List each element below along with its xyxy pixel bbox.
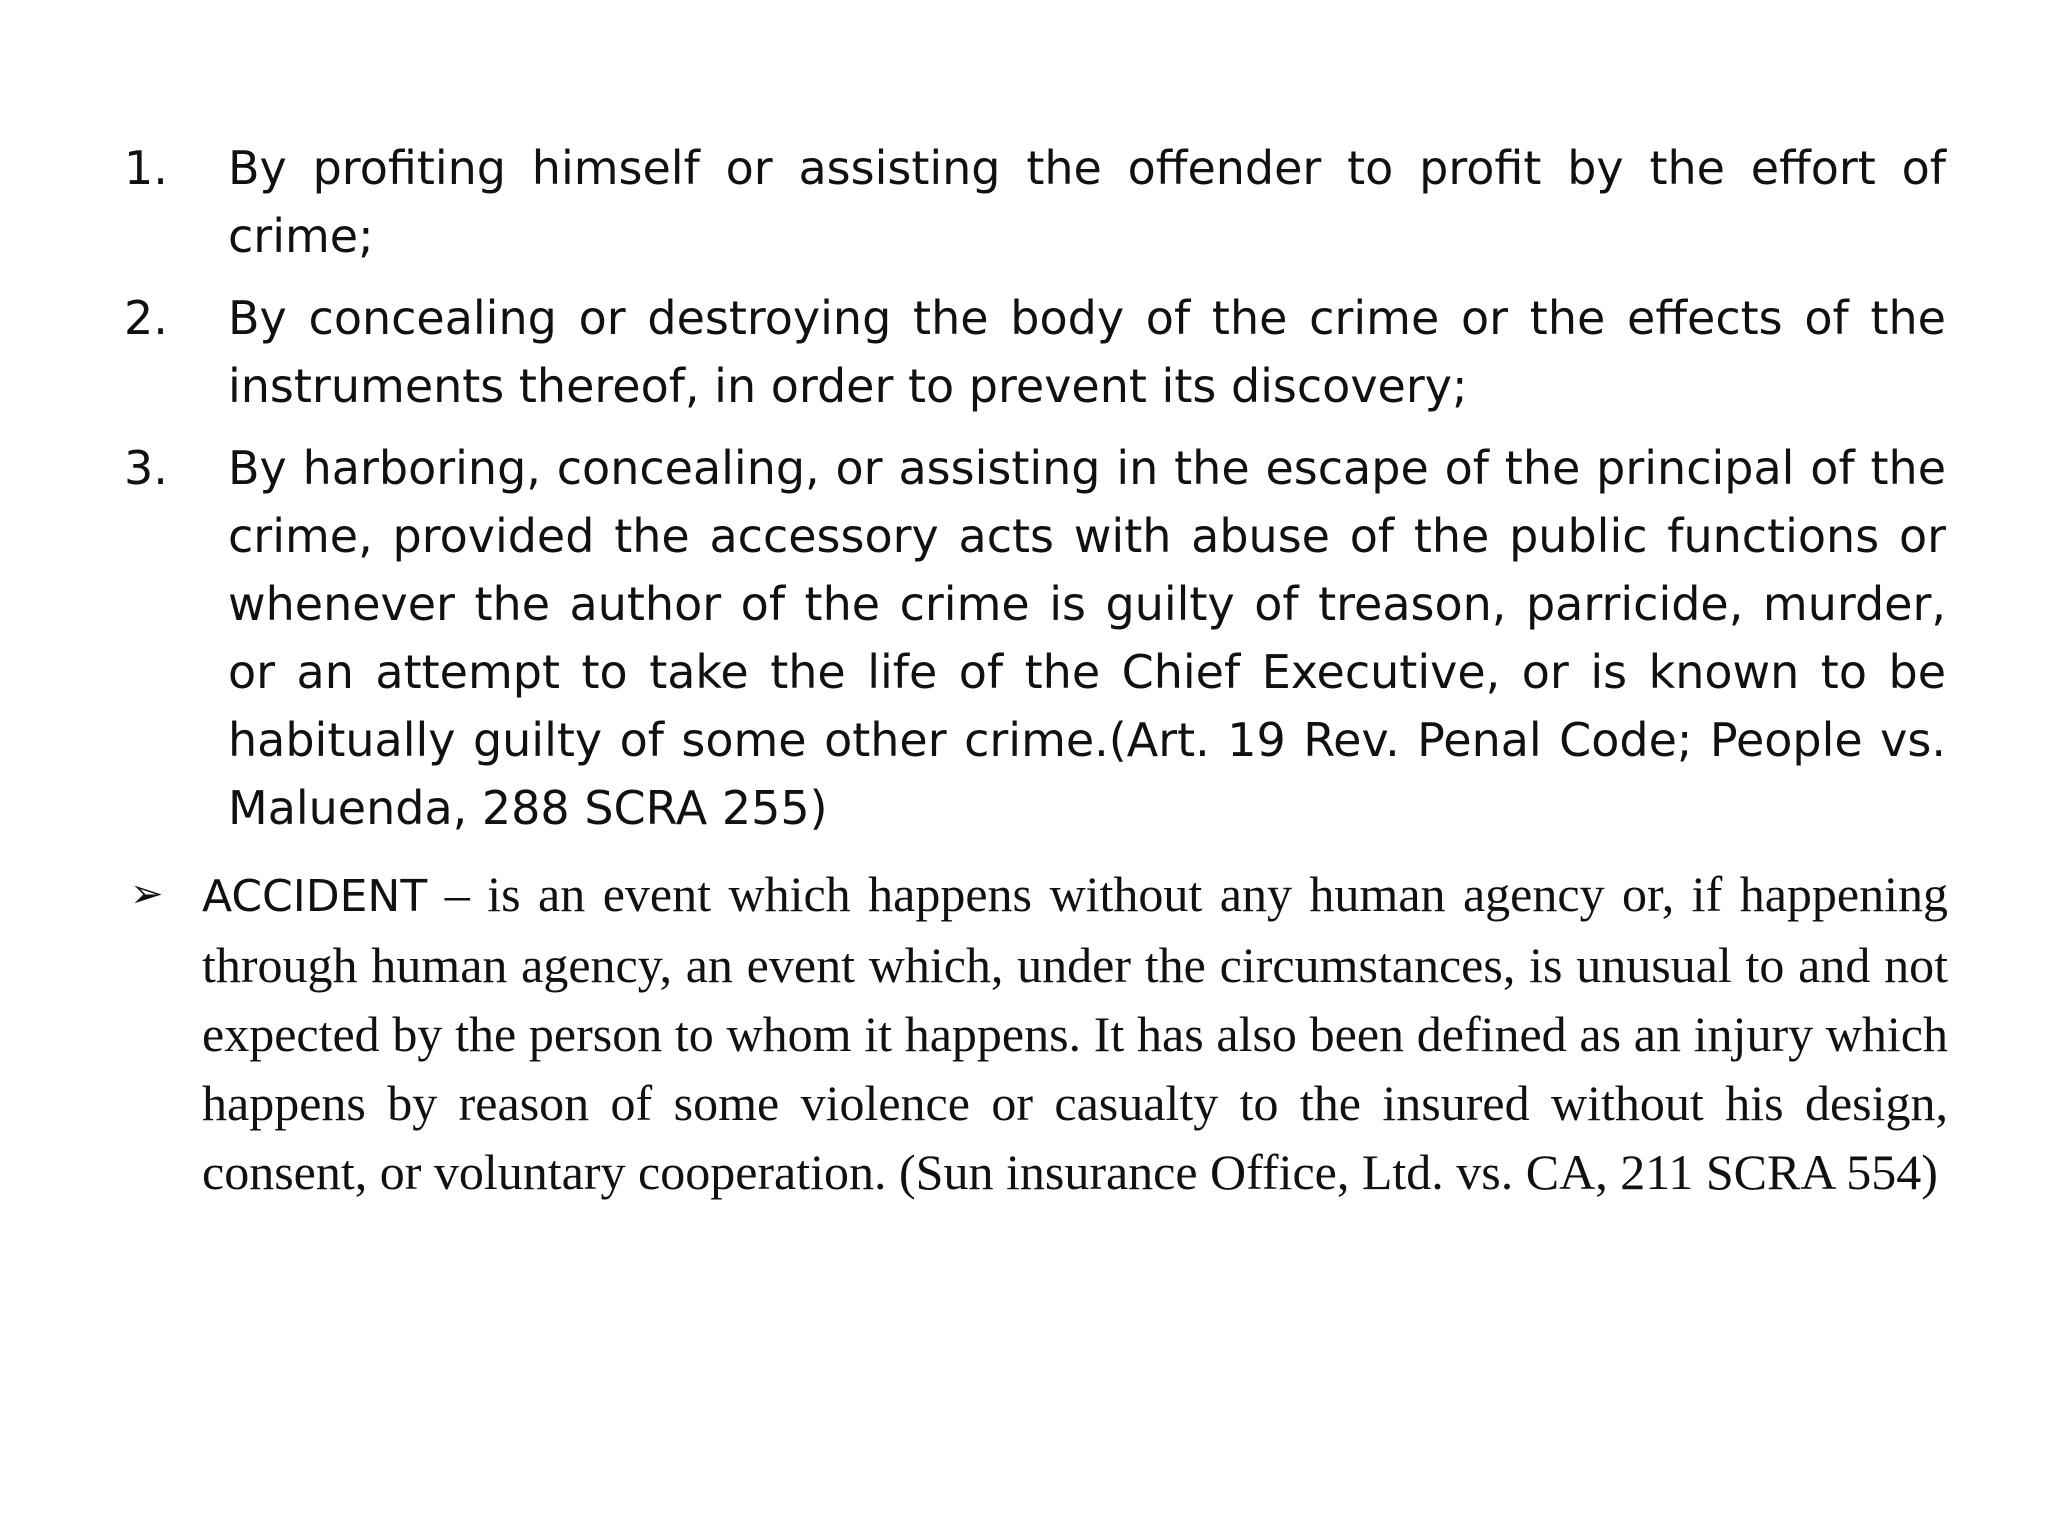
list-item-number: 1. <box>124 141 168 195</box>
list-item-text: By harboring, concealing, or assisting in the escape of the principal of the crime, provided the accessory acts with abuse of the public functions or whenever the author of the crime is guilty of treason, parricide, murder, or an attempt to take the life of the Chief Executive, or is known to be habitually guilty of some other crime.(Art. 19 Rev. Penal Code; People vs. Maluenda, 288 SCRA 255) <box>228 441 1946 835</box>
list-item-number: 2. <box>124 291 168 345</box>
numbered-list <box>124 134 1946 856</box>
list-item-text: By profiting himself or assisting the offender to profit by the effort of crime; <box>228 141 1946 263</box>
definition-text: – is an event which happens without any human agency or, if happening through human agency, an event which, under the circumstances, is unusual to and not expected by the person to whom it happens. It has also been defined as an injury which happens by reason of some violence or casualty to the insured without his design, consent, or voluntary cooperation. (Sun insurance Office, Ltd. vs. CA, 211 SCRA 554) <box>202 866 1948 1200</box>
arrow-bullet-icon: ➢ <box>130 871 164 917</box>
definition-bullet <box>130 860 1948 1207</box>
definition-term: ACCIDENT <box>202 871 428 922</box>
definition-content <box>202 860 1948 1207</box>
list-item <box>124 284 1946 420</box>
list-item <box>124 134 1946 270</box>
list-item-number: 3. <box>124 441 168 495</box>
list-item-text: By concealing or destroying the body of the crime or the effects of the instruments thereof, in order to prevent its discovery; <box>228 291 1946 413</box>
list-item <box>124 434 1946 842</box>
